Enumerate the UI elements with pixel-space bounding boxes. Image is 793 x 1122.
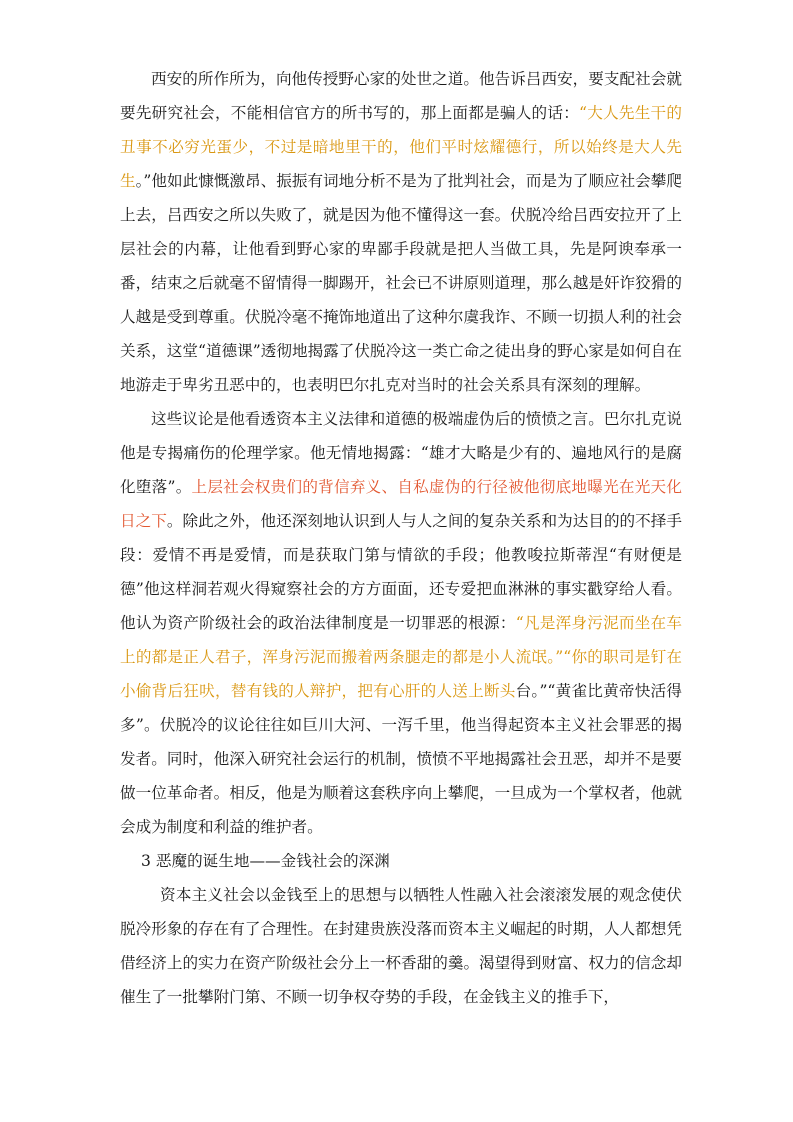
paragraph-2-text-a: 这些议论是他看透资本主义法律和道德的极端虚伪后的愤愤之言。巴尔扎克说他是专揭痛伤的伦理学家。他无情地揭露：“雄才大略是少有的、遍地风行的是腐化堕落”。 <box>120 410 682 496</box>
document-page <box>120 62 682 1014</box>
section-heading: 3 恶魔的诞生地——金钱社会的深渊 <box>141 852 390 870</box>
paragraph-2 <box>120 402 682 844</box>
paragraph-2-quote-highlight: “凡是浑身污泥而坐在车上的都是正人君子，浑身污泥而搬着两条腿走的都是小人流氓。”“你的职司是钉在 小偷背后狂吠，替有钱的人辩护，把有心肝的人送上断头 <box>120 614 682 700</box>
paragraph-3: 资本主义社会以金钱至上的思想与以牺牲人性融入社会滚滚发展的观念使伏脱冷形象的存在有了合理性。在封建贵族没落而资本主义崛起的时期，人人都想凭借经济上的实力在资产阶级社会分上一杯香甜的羹。渴望得到财富、权力的信念却催生了一批攀附门第、不顾一切争权夺势的手段，在金钱主义的推手下， <box>120 886 682 1006</box>
paragraph-2-text-b: 。除此之外，他还深刻地认识到人与人之间的复杂关系和为达目的的不择手段：爱情不再是爱情，而是获取门第与情欲的手段；他教唆拉斯蒂涅“有财便是德”他这样洞若观火得窥察社会的方方面面，还专爱把血淋淋的事实戳穿给人看。他认为资产阶级社会的政治法律制度是一切罪恶的根源： <box>120 512 682 632</box>
paragraph-1-text-a: 西安的所作所为，向他传授野心家的处世之道。他告诉吕西安，要支配社会就要先研究社会，不能相信官方的所书写的，那上面都是骗人的话： <box>120 70 682 122</box>
paragraph-1-text-b: 。”他如此慷慨激昂、振振有词地分析不是为了批判社会，而是为了顺应社会攀爬上去，吕西安之所以失败了，就是因为他不懂得这一套。伏脱冷给吕西安拉开了上层社会的内幕，让他看到野心家的卑鄙手段就是把人当做工具，先是阿谀奉承一番，结束之后就毫不留情得一脚踢开，社会已不讲原则道理，那么越是奸诈狡猾的人越是受到尊重。伏脱冷毫不掩饰地道出了这种尔虞我诈、不顾一切损人利的社会关系，这堂“道德课”透彻地揭露了伏脱冷这一类亡命之徒出身的野心家是如何自在地游走于卑劣丑恶中的，也表明巴尔扎克对当时的社会关系具有深刻的理解。 <box>120 172 682 394</box>
paragraph-1 <box>120 62 682 402</box>
paragraph-2-text-c: 台。”“黄雀比黄帝快活得多”。伏脱冷的议论往往如巨川大河、一泻千里，他当得起资本主义社会罪恶的揭发者。同时，他深入研究社会运行的机制，愤愤不平地揭露社会丑恶，却并不是要做一位革命者。相反，他是为顺着这套秩序向上攀爬，一旦成为一个掌权者，他就会成为制度和利益的维护者。 <box>120 682 682 836</box>
paragraph-2-red-highlight: 上层社会权贵们的背信弃义、自私虚伪的行径被他彻底地曝光在光天化日之下 <box>120 478 682 530</box>
paragraph-1-quote-highlight: “大人先生干的丑事不必穷光蛋少，不过是暗地里干的，他们平时炫耀德行，所以始终是大人先生 <box>120 104 682 190</box>
